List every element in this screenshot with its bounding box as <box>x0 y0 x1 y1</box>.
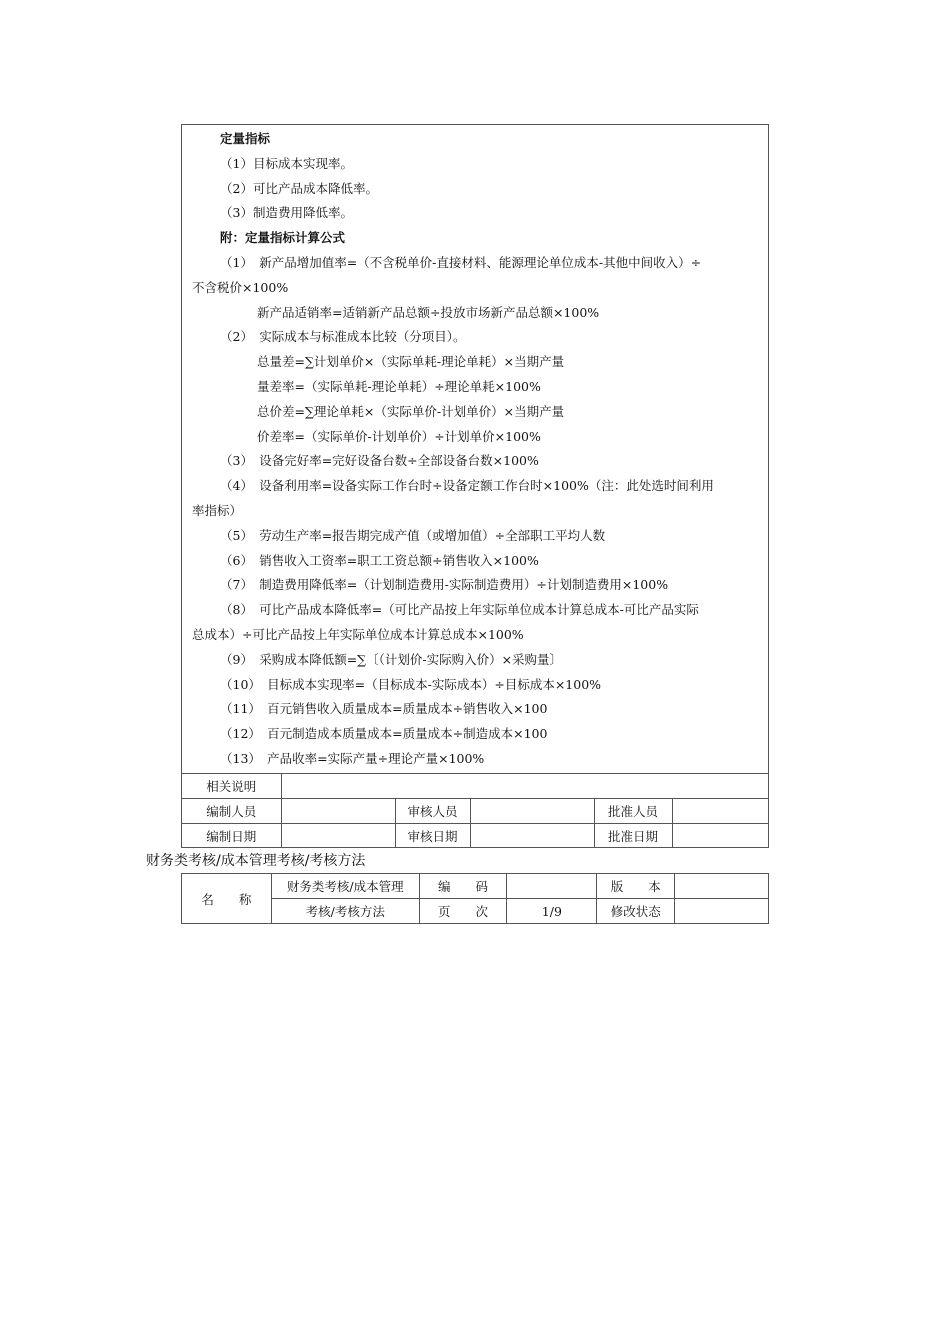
content-line: （12） 百元制造成本质量成本=质量成本÷制造成本×100 <box>220 726 548 742</box>
approve-date-value <box>672 824 768 849</box>
meta-row-related <box>182 774 768 799</box>
meta-row-dates <box>182 824 768 849</box>
meta-table <box>182 773 768 848</box>
code-label: 编 码 <box>419 874 507 899</box>
content-line: （3） 设备完好率=完好设备台数÷全部设备台数×100% <box>220 453 539 469</box>
content-line: 价差率=（实际单价-计划单价）÷计划单价×100% <box>257 428 541 444</box>
reviewer-value <box>470 799 594 824</box>
page-label: 页 次 <box>419 899 507 924</box>
content-line: 总量差=∑计划单价×（实际单耗-理论单耗）×当期产量 <box>257 354 565 370</box>
version-value <box>675 874 769 899</box>
edit-date-label: 编制日期 <box>182 824 281 849</box>
related-value <box>281 774 768 799</box>
approve-date-label: 批准日期 <box>594 824 672 849</box>
revision-label: 修改状态 <box>597 899 675 924</box>
content-line: 量差率=（实际单耗-理论单耗）÷理论单耗×100% <box>257 379 541 394</box>
content-line: 附：定量指标计算公式 <box>220 230 346 246</box>
content-line: （3）制造费用降低率。 <box>220 205 353 221</box>
content-line: （11） 百元销售收入质量成本=质量成本÷销售收入×100 <box>220 701 548 717</box>
revision-value <box>675 899 769 924</box>
content-line: （2）可比产品成本降低率。 <box>220 180 378 196</box>
content-line: 新产品适销率=适销新产品总额÷投放市场新产品总额×100% <box>257 304 600 320</box>
header-row-1 <box>182 874 769 899</box>
editor-label: 编制人员 <box>182 799 281 824</box>
edit-date-value <box>281 824 395 849</box>
content-line: （13） 产品收率=实际产量÷理论产量×100% <box>220 751 485 766</box>
review-date-label: 审核日期 <box>395 824 470 849</box>
content-line: 不含税价×100% <box>192 279 289 295</box>
formula-content <box>182 125 768 773</box>
page-value: 1/9 <box>507 899 597 924</box>
content-line: （7） 制造费用降低率=（计划制造费用-实际制造费用）÷计划制造费用×100% <box>220 577 669 593</box>
name-value-line2: 考核/考核方法 <box>271 899 419 924</box>
content-line: （8） 可比产品成本降低率=（可比产品按上年实际单位成本计算总成本-可比产品实际 <box>220 602 699 618</box>
review-date-value <box>470 824 594 849</box>
content-line: 总成本）÷可比产品按上年实际单位成本计算总成本×100% <box>192 627 524 642</box>
content-line: （6） 销售收入工资率=职工工资总额÷销售收入×100% <box>220 552 539 568</box>
content-line: （4） 设备利用率=设备实际工作台时÷设备定额工作台时×100%（注：此处选时间利用 <box>220 478 714 494</box>
approver-value <box>672 799 768 824</box>
approver-label: 批准人员 <box>594 799 672 824</box>
meta-row-people <box>182 799 768 824</box>
content-line: 总价差=∑理论单耗×（实际单价-计划单价）×当期产量 <box>257 403 565 419</box>
reviewer-label: 审核人员 <box>395 799 470 824</box>
content-line: （10） 目标成本实现率=（目标成本-实际成本）÷目标成本×100% <box>220 676 602 692</box>
content-line: （2） 实际成本与标准成本比较（分项目）。 <box>220 329 466 345</box>
code-value <box>507 874 597 899</box>
related-label: 相关说明 <box>182 774 281 799</box>
content-line: （5） 劳动生产率=报告期完成产值（或增加值）÷全部职工平均人数 <box>220 527 606 543</box>
header-table <box>181 873 769 924</box>
editor-value <box>281 799 395 824</box>
name-value-line1: 财务类考核/成本管理 <box>271 874 419 899</box>
content-line: （1） 新产品增加值率=（不含税单价-直接材料、能源理论单位成本-其他中间收入）÷ <box>220 255 702 270</box>
content-line: 定量指标 <box>220 131 271 146</box>
content-line: （9） 采购成本降低额=∑〔（计划价-实际购入价）×采购量〕 <box>220 651 563 667</box>
content-line: （1）目标成本实现率。 <box>220 155 353 171</box>
section-title: 财务类考核/成本管理考核/考核方法 <box>146 853 366 869</box>
name-label: 名 称 <box>182 874 272 924</box>
content-line: 率指标） <box>192 503 243 518</box>
version-label: 版 本 <box>597 874 675 899</box>
document-frame <box>181 124 769 848</box>
